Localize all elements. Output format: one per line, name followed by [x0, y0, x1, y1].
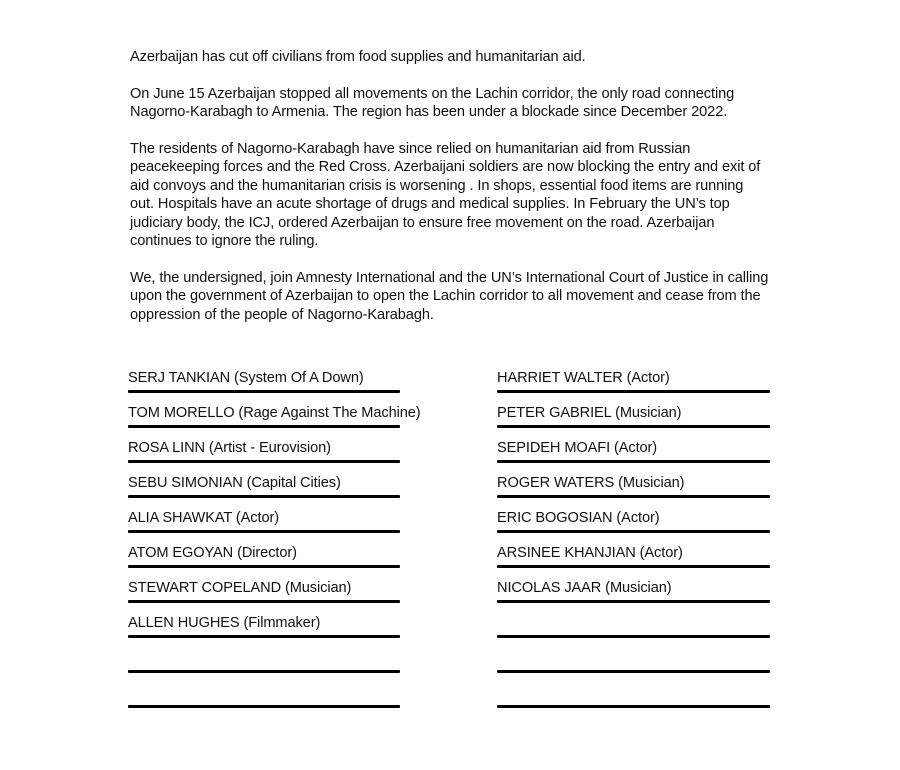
signature-line-blank: [497, 605, 770, 640]
signature-rule: [497, 460, 770, 463]
signature-line: [128, 395, 421, 430]
signature-line: [128, 465, 400, 500]
signature-line: [128, 605, 400, 640]
signature-rule: [128, 635, 400, 638]
signatory-name: SEPIDEH MOAFI (Actor): [497, 440, 658, 456]
signatory-name: TOM MORELLO (Rage Against The Machine): [128, 405, 421, 421]
signatory-name: HARRIET WALTER (Actor): [497, 370, 670, 386]
signature-line: [497, 395, 770, 430]
signature-line-blank: [497, 640, 770, 675]
signature-rule: [128, 705, 400, 708]
signatory-name: ALLEN HUGHES (Filmmaker): [128, 615, 321, 631]
signature-rule: [497, 565, 770, 568]
signature-line: [128, 430, 400, 465]
signatory-name: PETER GABRIEL (Musician): [497, 405, 682, 421]
signature-column-right: [497, 360, 770, 710]
signature-rule: [128, 390, 400, 393]
signature-line: [128, 360, 400, 395]
signature-rule: [497, 390, 770, 393]
signatory-name: ERIC BOGOSIAN (Actor): [497, 510, 660, 526]
signature-line-blank: [128, 640, 400, 675]
signature-rule: [128, 425, 400, 428]
signatory-name: SEBU SIMONIAN (Capital Cities): [128, 475, 341, 491]
signatory-name: NICOLAS JAAR (Musician): [497, 580, 672, 596]
appeal-paragraph: We, the undersigned, join Amnesty International and the UN’s International Court of Justice in calling upon the government of Azerbaijan to open the Lachin corridor to all movement and cease from the oppression of the people of Nagorno-Karabagh.: [130, 269, 769, 323]
signatory-name: STEWART COPELAND (Musician): [128, 580, 352, 596]
signature-line: [497, 360, 770, 395]
signatory-name: ALIA SHAWKAT (Actor): [128, 510, 279, 526]
signature-rule: [497, 705, 770, 708]
blockade-paragraph: On June 15 Azerbaijan stopped all movements on the Lachin corridor, the only road connecting Nagorno-Karabagh to Armenia. The region has been under a blockade since December 2022.: [130, 85, 735, 120]
crisis-paragraph: The residents of Nagorno-Karabagh have since relied on humanitarian aid from Russian peacekeeping forces and the Red Cross. Azerbaijani soldiers are now blocking the entry and exit of aid convoys and the humanitarian crisis is worsening . In shops, essential food items are running out. Hospitals have an acute shortage of drugs and medical supplies. In February the UN’s top judiciary body, the ICJ, ordered Azerbaijan to ensure free movement on the road. Azerbaijan continues to ignore the ruling.: [130, 140, 761, 249]
signature-rule: [497, 530, 770, 533]
signature-column-left: [128, 360, 421, 710]
signatory-name: SERJ TANKIAN (System Of A Down): [128, 370, 364, 386]
signature-rule: [497, 635, 770, 638]
signature-line: [497, 430, 770, 465]
signatory-name: ARSINEE KHANJIAN (Actor): [497, 545, 683, 561]
signature-rule: [128, 565, 400, 568]
signature-rule: [128, 530, 400, 533]
signature-rule: [128, 495, 400, 498]
signature-line-blank: [128, 675, 400, 710]
petition-text: [130, 48, 770, 342]
signature-rule: [497, 670, 770, 673]
signature-line: [497, 500, 770, 535]
signature-rule: [128, 600, 400, 603]
intro-paragraph: Azerbaijan has cut off civilians from food supplies and humanitarian aid.: [130, 49, 586, 65]
signatory-name: ATOM EGOYAN (Director): [128, 545, 297, 561]
signature-line: [497, 535, 770, 570]
signature-rule: [497, 495, 770, 498]
signature-line: [128, 535, 400, 570]
signature-line: [497, 570, 770, 605]
signature-line: [128, 570, 400, 605]
signature-rule: [128, 670, 400, 673]
signature-line-blank: [497, 675, 770, 710]
signatory-name: ROGER WATERS (Musician): [497, 475, 685, 491]
signature-rule: [497, 425, 770, 428]
signature-line: [497, 465, 770, 500]
signature-line: [128, 500, 400, 535]
signature-rule: [128, 460, 400, 463]
signatory-name: ROSA LINN (Artist - Eurovision): [128, 440, 331, 456]
signature-rule: [497, 600, 770, 603]
